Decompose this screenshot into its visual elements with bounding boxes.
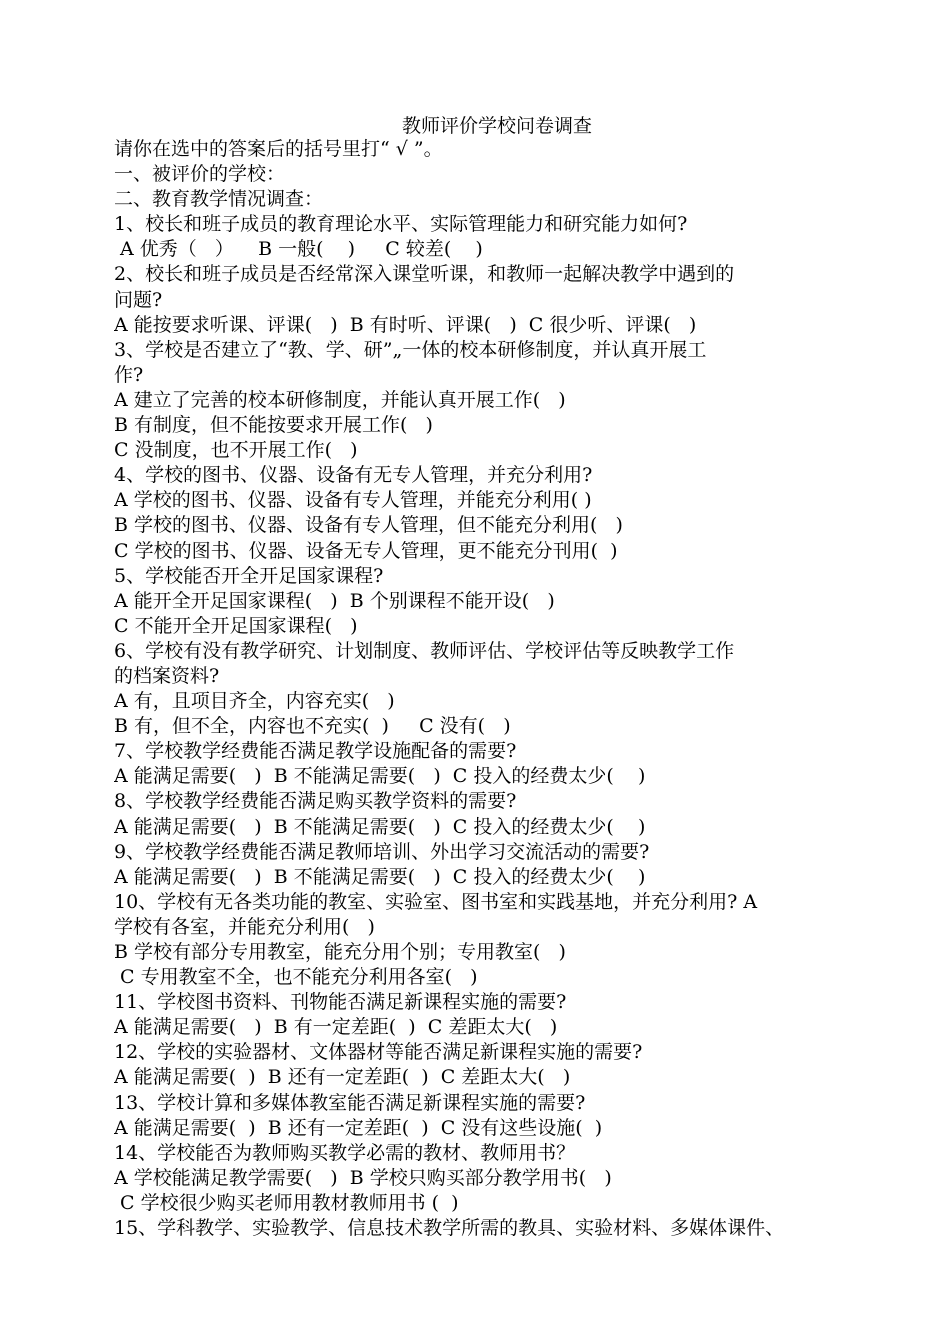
document-line: 10、学校有无各类功能的教室、实验室、图书室和实践基地，并充分利用? A bbox=[114, 890, 758, 913]
document-line: 9、学校教学经费能否满足教师培训、外出学习交流活动的需要? bbox=[114, 840, 650, 863]
document-line: A 能满足需要( ) B 有一定差距( ) C 差距太大( ) bbox=[114, 1016, 558, 1039]
document-line: 13、学校计算和多媒体教室能否满足新课程实施的需要? bbox=[114, 1091, 586, 1114]
document-line: A 有，且项目齐全，内容充实( ) bbox=[114, 690, 395, 713]
document-line: A 学校能满足教学需要( ) B 学校只购买部分教学用书( ) bbox=[114, 1166, 612, 1189]
document-line: A 能满足需要( ) B 不能满足需要( ) C 投入的经费太少( ) bbox=[114, 865, 646, 888]
document-line: A 能开全开足国家课程( ) B 个别课程不能开设( ) bbox=[114, 589, 555, 612]
document-line: C 专用教室不全，也不能充分利用各室( ) bbox=[114, 966, 478, 989]
document-line: A 优秀（ ） B 一般( ) C 较差( ) bbox=[114, 238, 483, 261]
document-line: 15、学科教学、实验教学、信息技术教学所需的教具、实验材料、多媒体课件、 bbox=[114, 1217, 785, 1240]
document-line: A 能满足需要( ) B 不能满足需要( ) C 投入的经费太少( ) bbox=[114, 765, 646, 788]
document-line: 学校有各室，并能充分利用( ) bbox=[114, 915, 375, 938]
document-line: 3、学校是否建立了“教、学、研”„一体的校本研修制度，并认真开展工 bbox=[114, 338, 707, 361]
document-line: 一、被评价的学校： bbox=[114, 163, 286, 186]
document-line: A 能满足需要( ) B 还有一定差距( ) C 没有这些设施( ) bbox=[114, 1116, 603, 1139]
document-body bbox=[114, 137, 854, 1241]
document-line: 请你在选中的答案后的括号里打“ √ ”。 bbox=[114, 138, 443, 160]
document-line: 4、学校的图书、仪器、设备有无专人管理，并充分利用? bbox=[114, 464, 593, 487]
document-line: B 学校的图书、仪器、设备有专人管理，但不能充分利用( ) bbox=[114, 514, 623, 537]
document-line: A 能按要求听课、评课( ) B 有时听、评课( ) C 很少听、评课( ) bbox=[114, 313, 697, 336]
document-line: 1、校长和班子成员的教育理论水平、实际管理能力和研究能力如何? bbox=[114, 213, 688, 236]
document-line: A 能满足需要( ) B 还有一定差距( ) C 差距太大( ) bbox=[114, 1066, 571, 1089]
document-line: 问题? bbox=[114, 288, 163, 311]
document-line: C 学校的图书、仪器、设备无专人管理，更不能充分刊用( ) bbox=[114, 539, 618, 562]
document-line: 作? bbox=[114, 363, 144, 386]
document-line: 5、学校能否开全开足国家课程? bbox=[114, 564, 384, 587]
document-line: 的档案资料? bbox=[114, 664, 220, 687]
document-title: 教师评价学校问卷调查 bbox=[401, 115, 592, 137]
document-line: B 学校有部分专用教室，能充分用个别；专用教室( ) bbox=[114, 941, 566, 963]
document-line: 8、学校教学经费能否满足购买教学资料的需要? bbox=[114, 790, 517, 813]
document-line: 14、学校能否为教师购买教学必需的教材、教师用书？ bbox=[114, 1141, 576, 1164]
document-line: A 建立了完善的校本研修制度，并能认真开展工作( ) bbox=[114, 388, 566, 411]
document-line: 7、学校教学经费能否满足教学设施配备的需要? bbox=[114, 740, 517, 763]
document-line: B 有制度，但不能按要求开展工作( ) bbox=[114, 414, 433, 437]
document-line: 2、校长和班子成员是否经常深入课堂听课，和教师一起解决教学中遇到的 bbox=[114, 263, 735, 286]
document-line: C 学校很少购买老师用教材教师用书 ( ) bbox=[114, 1191, 459, 1214]
document-line: A 学校的图书、仪器、设备有专人管理，并能充分利用( ) bbox=[114, 489, 592, 512]
document-line: 11、学校图书资料、刊物能否满足新课程实施的需要? bbox=[114, 991, 567, 1014]
document-line: C 没制度，也不开展工作( ) bbox=[114, 439, 358, 462]
document-line: A 能满足需要( ) B 不能满足需要( ) C 投入的经费太少( ) bbox=[114, 815, 646, 838]
document-line: C 不能开全开足国家课程( ) bbox=[114, 614, 358, 637]
document-line: 6、学校有没有教学研究、计划制度、教师评估、学校评估等反映教学工作 bbox=[114, 639, 735, 662]
document-line: 12、学校的实验器材、文体器材等能否满足新课程实施的需要? bbox=[114, 1041, 643, 1064]
document-line: B 有，但不全，内容也不充实( ) C 没有( ) bbox=[114, 715, 511, 738]
document-line: 二、教育教学情况调查： bbox=[114, 188, 324, 211]
